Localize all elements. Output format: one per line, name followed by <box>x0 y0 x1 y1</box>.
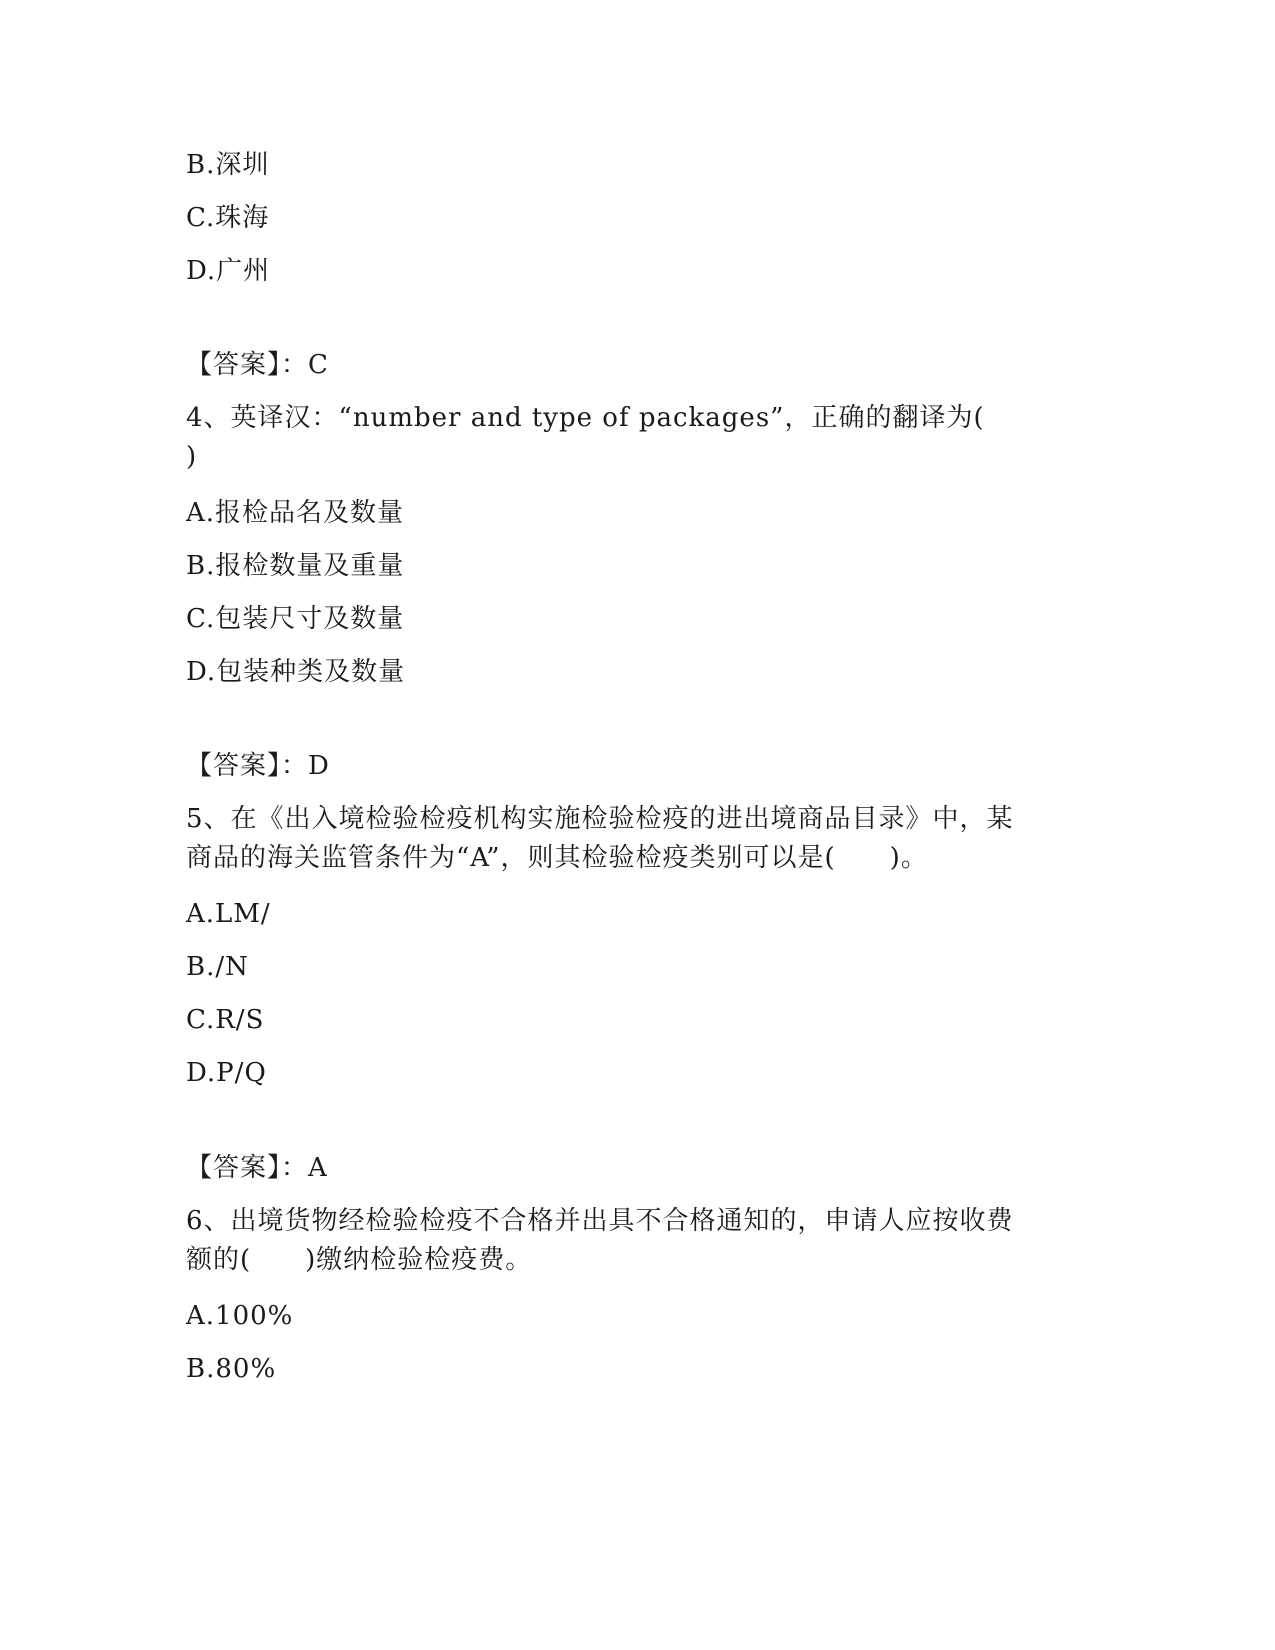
option-text: D.广州 <box>186 256 271 286</box>
question-stem: 5、在《出入境检验检疫机构实施检验检疫的进出境商品目录》中，某 <box>186 804 1014 834</box>
option-text: A.100% <box>186 1301 294 1331</box>
option-text: B.报检数量及重量 <box>186 551 405 581</box>
question-stem: ) <box>186 442 198 472</box>
option-text: B.深圳 <box>186 150 270 180</box>
question-stem: 额的( )缴纳检验检疫费。 <box>186 1245 533 1275</box>
option-text: A.LM/ <box>186 899 271 929</box>
option-text: C.R/S <box>186 1005 265 1035</box>
option-text: A.报检品名及数量 <box>186 498 405 528</box>
question-stem: 商品的海关监管条件为“A”，则其检验检疫类别可以是( )。 <box>186 843 928 873</box>
option-text: D.P/Q <box>186 1058 267 1088</box>
option-text: C.珠海 <box>186 203 270 233</box>
option-text: B./N <box>186 952 249 982</box>
answer-text: 【答案】：C <box>186 350 329 380</box>
option-text: C.包装尺寸及数量 <box>186 604 405 634</box>
question-stem: 4、英译汉：“number and type of packages”，正确的翻译为( <box>186 403 985 433</box>
answer-text: 【答案】：D <box>186 751 330 781</box>
answer-text: 【答案】：A <box>186 1153 328 1183</box>
option-text: B.80% <box>186 1354 277 1384</box>
option-text: D.包装种类及数量 <box>186 657 406 687</box>
question-stem: 6、出境货物经检验检疫不合格并出具不合格通知的，申请人应按收费 <box>186 1206 1014 1236</box>
